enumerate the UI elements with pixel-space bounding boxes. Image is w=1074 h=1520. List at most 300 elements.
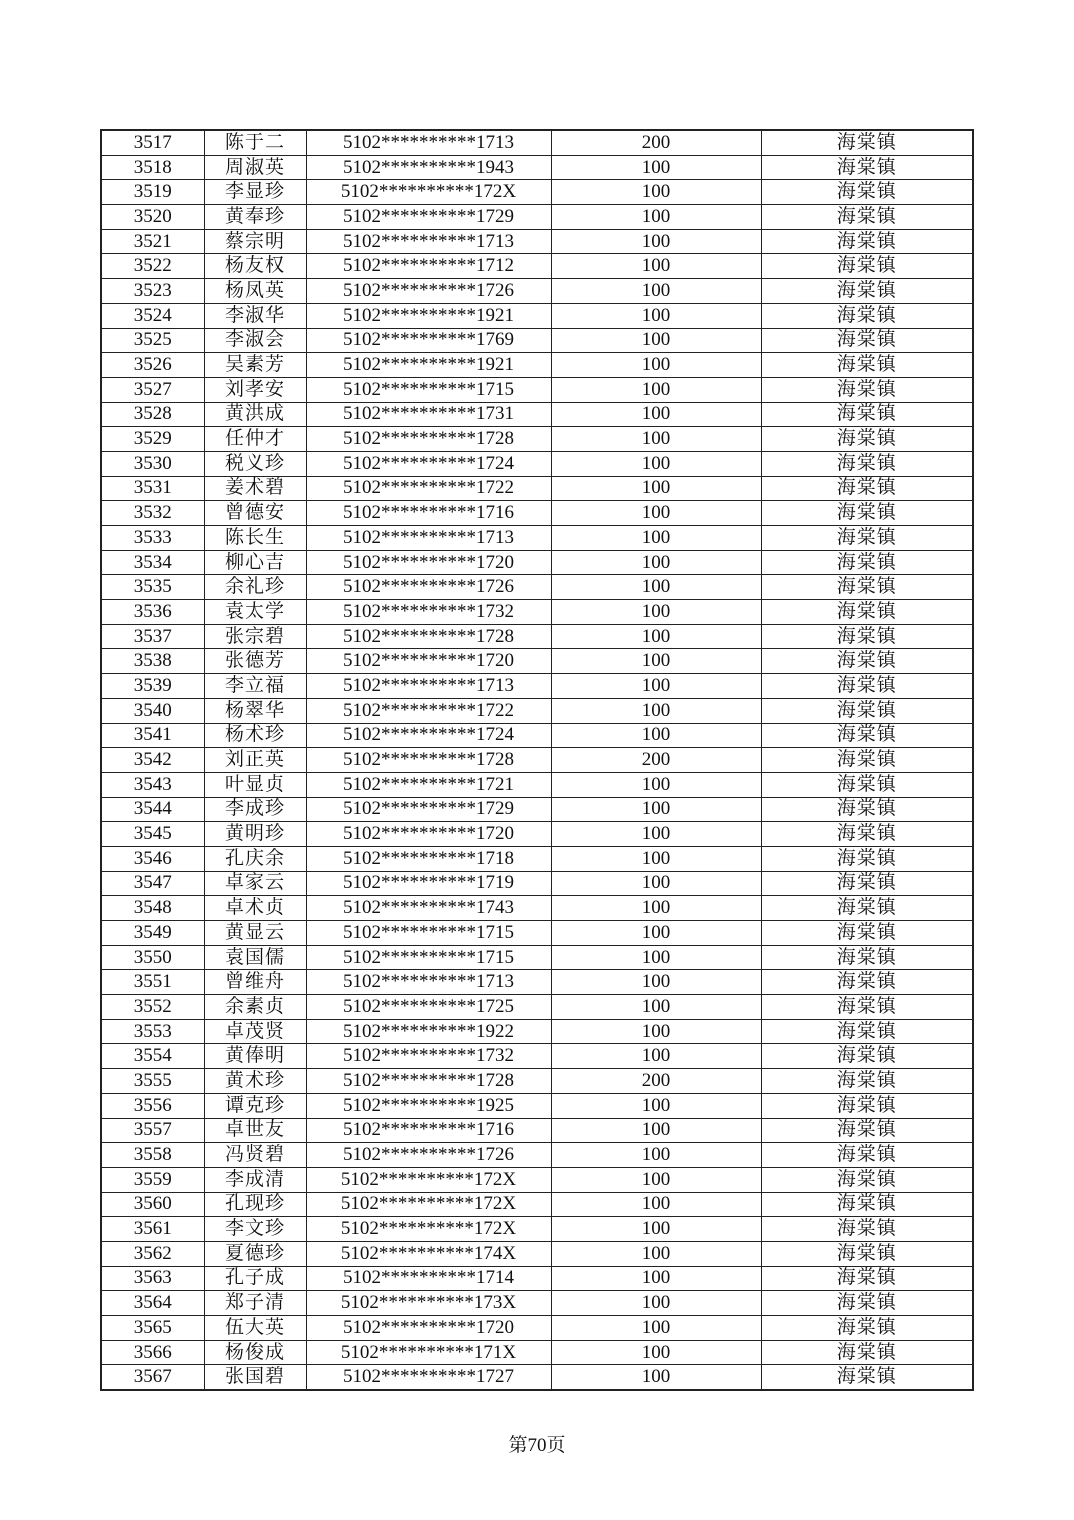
town-cell: 海棠镇 <box>761 1316 973 1341</box>
town-cell: 海棠镇 <box>761 674 973 699</box>
amount-cell: 100 <box>551 970 761 995</box>
id-number-cell: 5102**********1713 <box>306 130 551 155</box>
id-number-cell: 5102**********1713 <box>306 970 551 995</box>
town-cell: 海棠镇 <box>761 451 973 476</box>
row-number-cell: 3542 <box>101 748 204 773</box>
town-cell: 海棠镇 <box>761 1192 973 1217</box>
id-number-cell: 5102**********1731 <box>306 402 551 427</box>
amount-cell: 100 <box>551 674 761 699</box>
row-number-cell: 3546 <box>101 846 204 871</box>
id-number-cell: 5102**********1921 <box>306 353 551 378</box>
amount-cell: 100 <box>551 698 761 723</box>
town-cell: 海棠镇 <box>761 476 973 501</box>
amount-cell: 100 <box>551 451 761 476</box>
id-number-cell: 5102**********1716 <box>306 1118 551 1143</box>
name-cell: 周淑英 <box>204 155 306 180</box>
table-row <box>101 1291 973 1316</box>
name-cell: 任仲才 <box>204 427 306 452</box>
table-row <box>101 575 973 600</box>
name-cell: 冯贤碧 <box>204 1143 306 1168</box>
id-number-cell: 5102**********1729 <box>306 797 551 822</box>
name-cell: 刘孝安 <box>204 377 306 402</box>
town-cell: 海棠镇 <box>761 945 973 970</box>
row-number-cell: 3553 <box>101 1019 204 1044</box>
id-number-cell: 5102**********1732 <box>306 1044 551 1069</box>
row-number-cell: 3557 <box>101 1118 204 1143</box>
table-row <box>101 550 973 575</box>
amount-cell: 100 <box>551 1365 761 1390</box>
row-number-cell: 3554 <box>101 1044 204 1069</box>
town-cell: 海棠镇 <box>761 822 973 847</box>
table-row <box>101 1340 973 1365</box>
name-cell: 陈于二 <box>204 130 306 155</box>
town-cell: 海棠镇 <box>761 846 973 871</box>
table-row <box>101 822 973 847</box>
table-row <box>101 205 973 230</box>
row-number-cell: 3539 <box>101 674 204 699</box>
table-row <box>101 303 973 328</box>
table-row <box>101 921 973 946</box>
table-row <box>101 427 973 452</box>
name-cell: 蔡宗明 <box>204 229 306 254</box>
row-number-cell: 3566 <box>101 1340 204 1365</box>
town-cell: 海棠镇 <box>761 698 973 723</box>
id-number-cell: 5102**********1726 <box>306 1143 551 1168</box>
row-number-cell: 3534 <box>101 550 204 575</box>
table-body <box>101 130 973 1390</box>
row-number-cell: 3562 <box>101 1241 204 1266</box>
amount-cell: 200 <box>551 1069 761 1094</box>
town-cell: 海棠镇 <box>761 896 973 921</box>
table-row <box>101 1167 973 1192</box>
table-row <box>101 896 973 921</box>
name-cell: 杨俊成 <box>204 1340 306 1365</box>
name-cell: 余礼珍 <box>204 575 306 600</box>
amount-cell: 100 <box>551 723 761 748</box>
table-row <box>101 254 973 279</box>
id-number-cell: 5102**********1724 <box>306 723 551 748</box>
name-cell: 李淑华 <box>204 303 306 328</box>
id-number-cell: 5102**********1720 <box>306 1316 551 1341</box>
table-row <box>101 970 973 995</box>
table-row <box>101 995 973 1020</box>
amount-cell: 100 <box>551 205 761 230</box>
row-number-cell: 3537 <box>101 624 204 649</box>
id-number-cell: 5102**********172X <box>306 1192 551 1217</box>
row-number-cell: 3529 <box>101 427 204 452</box>
town-cell: 海棠镇 <box>761 600 973 625</box>
id-number-cell: 5102**********1715 <box>306 945 551 970</box>
name-cell: 黄俸明 <box>204 1044 306 1069</box>
name-cell: 黄洪成 <box>204 402 306 427</box>
amount-cell: 100 <box>551 1019 761 1044</box>
amount-cell: 100 <box>551 229 761 254</box>
row-number-cell: 3521 <box>101 229 204 254</box>
name-cell: 张国碧 <box>204 1365 306 1390</box>
town-cell: 海棠镇 <box>761 254 973 279</box>
id-number-cell: 5102**********1719 <box>306 871 551 896</box>
town-cell: 海棠镇 <box>761 328 973 353</box>
town-cell: 海棠镇 <box>761 550 973 575</box>
town-cell: 海棠镇 <box>761 649 973 674</box>
name-cell: 李成珍 <box>204 797 306 822</box>
row-number-cell: 3520 <box>101 205 204 230</box>
row-number-cell: 3551 <box>101 970 204 995</box>
amount-cell: 100 <box>551 353 761 378</box>
table-row <box>101 328 973 353</box>
amount-cell: 100 <box>551 501 761 526</box>
town-cell: 海棠镇 <box>761 970 973 995</box>
name-cell: 叶显贞 <box>204 772 306 797</box>
table-row <box>101 846 973 871</box>
table-row <box>101 501 973 526</box>
amount-cell: 100 <box>551 1217 761 1242</box>
table-row <box>101 1019 973 1044</box>
row-number-cell: 3535 <box>101 575 204 600</box>
town-cell: 海棠镇 <box>761 1143 973 1168</box>
row-number-cell: 3518 <box>101 155 204 180</box>
table-row <box>101 1192 973 1217</box>
table-row <box>101 1143 973 1168</box>
name-cell: 杨术珍 <box>204 723 306 748</box>
amount-cell: 100 <box>551 476 761 501</box>
amount-cell: 100 <box>551 1118 761 1143</box>
name-cell: 杨翠华 <box>204 698 306 723</box>
row-number-cell: 3559 <box>101 1167 204 1192</box>
amount-cell: 100 <box>551 772 761 797</box>
row-number-cell: 3552 <box>101 995 204 1020</box>
table-row <box>101 649 973 674</box>
town-cell: 海棠镇 <box>761 624 973 649</box>
amount-cell: 100 <box>551 1143 761 1168</box>
town-cell: 海棠镇 <box>761 1217 973 1242</box>
table-row <box>101 1316 973 1341</box>
name-cell: 黄显云 <box>204 921 306 946</box>
name-cell: 张德芳 <box>204 649 306 674</box>
name-cell: 伍大英 <box>204 1316 306 1341</box>
id-number-cell: 5102**********174X <box>306 1241 551 1266</box>
town-cell: 海棠镇 <box>761 772 973 797</box>
amount-cell: 100 <box>551 1167 761 1192</box>
row-number-cell: 3556 <box>101 1093 204 1118</box>
amount-cell: 100 <box>551 846 761 871</box>
table-row <box>101 674 973 699</box>
name-cell: 郑子清 <box>204 1291 306 1316</box>
name-cell: 孔现珍 <box>204 1192 306 1217</box>
name-cell: 黄奉珍 <box>204 205 306 230</box>
town-cell: 海棠镇 <box>761 1266 973 1291</box>
town-cell: 海棠镇 <box>761 871 973 896</box>
id-number-cell: 5102**********1720 <box>306 550 551 575</box>
amount-cell: 100 <box>551 526 761 551</box>
table-row <box>101 353 973 378</box>
town-cell: 海棠镇 <box>761 1291 973 1316</box>
name-cell: 吴素芳 <box>204 353 306 378</box>
town-cell: 海棠镇 <box>761 1019 973 1044</box>
id-number-cell: 5102**********1921 <box>306 303 551 328</box>
name-cell: 黄明珍 <box>204 822 306 847</box>
town-cell: 海棠镇 <box>761 205 973 230</box>
row-number-cell: 3550 <box>101 945 204 970</box>
name-cell: 卓世友 <box>204 1118 306 1143</box>
name-cell: 李淑会 <box>204 328 306 353</box>
table-row <box>101 723 973 748</box>
table-row <box>101 698 973 723</box>
name-cell: 谭克珍 <box>204 1093 306 1118</box>
row-number-cell: 3544 <box>101 797 204 822</box>
row-number-cell: 3563 <box>101 1266 204 1291</box>
row-number-cell: 3565 <box>101 1316 204 1341</box>
row-number-cell: 3531 <box>101 476 204 501</box>
row-number-cell: 3567 <box>101 1365 204 1390</box>
town-cell: 海棠镇 <box>761 723 973 748</box>
table-row <box>101 748 973 773</box>
town-cell: 海棠镇 <box>761 995 973 1020</box>
name-cell: 柳心吉 <box>204 550 306 575</box>
id-number-cell: 5102**********1720 <box>306 649 551 674</box>
town-cell: 海棠镇 <box>761 1241 973 1266</box>
id-number-cell: 5102**********1727 <box>306 1365 551 1390</box>
id-number-cell: 5102**********172X <box>306 1167 551 1192</box>
amount-cell: 100 <box>551 303 761 328</box>
amount-cell: 100 <box>551 575 761 600</box>
name-cell: 卓术贞 <box>204 896 306 921</box>
name-cell: 孔庆余 <box>204 846 306 871</box>
table-row <box>101 476 973 501</box>
amount-cell: 100 <box>551 279 761 304</box>
name-cell: 袁国儒 <box>204 945 306 970</box>
row-number-cell: 3533 <box>101 526 204 551</box>
town-cell: 海棠镇 <box>761 353 973 378</box>
table-row <box>101 402 973 427</box>
id-number-cell: 5102**********1713 <box>306 526 551 551</box>
amount-cell: 100 <box>551 1340 761 1365</box>
row-number-cell: 3564 <box>101 1291 204 1316</box>
table-row <box>101 279 973 304</box>
amount-cell: 200 <box>551 748 761 773</box>
row-number-cell: 3561 <box>101 1217 204 1242</box>
amount-cell: 100 <box>551 871 761 896</box>
town-cell: 海棠镇 <box>761 526 973 551</box>
amount-cell: 100 <box>551 180 761 205</box>
name-cell: 曾维舟 <box>204 970 306 995</box>
row-number-cell: 3536 <box>101 600 204 625</box>
id-number-cell: 5102**********1715 <box>306 921 551 946</box>
row-number-cell: 3547 <box>101 871 204 896</box>
amount-cell: 100 <box>551 995 761 1020</box>
row-number-cell: 3519 <box>101 180 204 205</box>
name-cell: 李立福 <box>204 674 306 699</box>
amount-cell: 100 <box>551 550 761 575</box>
table-row <box>101 130 973 155</box>
name-cell: 夏德珍 <box>204 1241 306 1266</box>
row-number-cell: 3560 <box>101 1192 204 1217</box>
id-number-cell: 5102**********1716 <box>306 501 551 526</box>
amount-cell: 100 <box>551 1241 761 1266</box>
amount-cell: 100 <box>551 896 761 921</box>
id-number-cell: 5102**********1714 <box>306 1266 551 1291</box>
town-cell: 海棠镇 <box>761 501 973 526</box>
amount-cell: 100 <box>551 822 761 847</box>
amount-cell: 100 <box>551 427 761 452</box>
table-row <box>101 945 973 970</box>
table-row <box>101 1044 973 1069</box>
row-number-cell: 3555 <box>101 1069 204 1094</box>
row-number-cell: 3524 <box>101 303 204 328</box>
row-number-cell: 3532 <box>101 501 204 526</box>
id-number-cell: 5102**********172X <box>306 180 551 205</box>
amount-cell: 100 <box>551 377 761 402</box>
table-row <box>101 797 973 822</box>
amount-cell: 100 <box>551 1093 761 1118</box>
id-number-cell: 5102**********172X <box>306 1217 551 1242</box>
row-number-cell: 3543 <box>101 772 204 797</box>
name-cell: 杨友权 <box>204 254 306 279</box>
town-cell: 海棠镇 <box>761 1044 973 1069</box>
amount-cell: 100 <box>551 1044 761 1069</box>
name-cell: 卓茂贤 <box>204 1019 306 1044</box>
id-number-cell: 5102**********1726 <box>306 279 551 304</box>
id-number-cell: 5102**********1925 <box>306 1093 551 1118</box>
table-row <box>101 1093 973 1118</box>
table-row <box>101 624 973 649</box>
id-number-cell: 5102**********1724 <box>306 451 551 476</box>
id-number-cell: 5102**********1922 <box>306 1019 551 1044</box>
town-cell: 海棠镇 <box>761 229 973 254</box>
town-cell: 海棠镇 <box>761 427 973 452</box>
amount-cell: 100 <box>551 1192 761 1217</box>
name-cell: 税义珍 <box>204 451 306 476</box>
name-cell: 曾德安 <box>204 501 306 526</box>
id-number-cell: 5102**********171X <box>306 1340 551 1365</box>
table-row <box>101 377 973 402</box>
amount-cell: 100 <box>551 945 761 970</box>
data-table <box>100 129 974 1391</box>
row-number-cell: 3558 <box>101 1143 204 1168</box>
row-number-cell: 3545 <box>101 822 204 847</box>
amount-cell: 100 <box>551 328 761 353</box>
id-number-cell: 5102**********1728 <box>306 748 551 773</box>
id-number-cell: 5102**********1713 <box>306 229 551 254</box>
town-cell: 海棠镇 <box>761 180 973 205</box>
name-cell: 黄术珍 <box>204 1069 306 1094</box>
name-cell: 刘正英 <box>204 748 306 773</box>
town-cell: 海棠镇 <box>761 1167 973 1192</box>
town-cell: 海棠镇 <box>761 1340 973 1365</box>
table-row <box>101 1241 973 1266</box>
name-cell: 李成清 <box>204 1167 306 1192</box>
town-cell: 海棠镇 <box>761 377 973 402</box>
row-number-cell: 3523 <box>101 279 204 304</box>
town-cell: 海棠镇 <box>761 402 973 427</box>
amount-cell: 100 <box>551 797 761 822</box>
town-cell: 海棠镇 <box>761 303 973 328</box>
id-number-cell: 5102**********1728 <box>306 624 551 649</box>
id-number-cell: 5102**********1769 <box>306 328 551 353</box>
table-row <box>101 772 973 797</box>
town-cell: 海棠镇 <box>761 797 973 822</box>
table-row <box>101 1118 973 1143</box>
amount-cell: 100 <box>551 649 761 674</box>
row-number-cell: 3548 <box>101 896 204 921</box>
id-number-cell: 5102**********1722 <box>306 698 551 723</box>
row-number-cell: 3527 <box>101 377 204 402</box>
name-cell: 余素贞 <box>204 995 306 1020</box>
id-number-cell: 5102**********1722 <box>306 476 551 501</box>
row-number-cell: 3525 <box>101 328 204 353</box>
town-cell: 海棠镇 <box>761 130 973 155</box>
row-number-cell: 3528 <box>101 402 204 427</box>
town-cell: 海棠镇 <box>761 921 973 946</box>
table-row <box>101 1365 973 1390</box>
name-cell: 李文珍 <box>204 1217 306 1242</box>
id-number-cell: 5102**********1729 <box>306 205 551 230</box>
name-cell: 李显珍 <box>204 180 306 205</box>
row-number-cell: 3540 <box>101 698 204 723</box>
name-cell: 杨凤英 <box>204 279 306 304</box>
id-number-cell: 5102**********1713 <box>306 674 551 699</box>
id-number-cell: 5102**********173X <box>306 1291 551 1316</box>
row-number-cell: 3522 <box>101 254 204 279</box>
amount-cell: 100 <box>551 1266 761 1291</box>
town-cell: 海棠镇 <box>761 748 973 773</box>
id-number-cell: 5102**********1732 <box>306 600 551 625</box>
id-number-cell: 5102**********1718 <box>306 846 551 871</box>
name-cell: 卓家云 <box>204 871 306 896</box>
amount-cell: 200 <box>551 130 761 155</box>
table-row <box>101 451 973 476</box>
amount-cell: 100 <box>551 1316 761 1341</box>
town-cell: 海棠镇 <box>761 1365 973 1390</box>
row-number-cell: 3530 <box>101 451 204 476</box>
page-number: 第70页 <box>508 1435 566 1456</box>
id-number-cell: 5102**********1743 <box>306 896 551 921</box>
town-cell: 海棠镇 <box>761 1118 973 1143</box>
id-number-cell: 5102**********1728 <box>306 1069 551 1094</box>
id-number-cell: 5102**********1720 <box>306 822 551 847</box>
name-cell: 张宗碧 <box>204 624 306 649</box>
row-number-cell: 3549 <box>101 921 204 946</box>
id-number-cell: 5102**********1715 <box>306 377 551 402</box>
table-row <box>101 1069 973 1094</box>
amount-cell: 100 <box>551 624 761 649</box>
amount-cell: 100 <box>551 402 761 427</box>
name-cell: 孔子成 <box>204 1266 306 1291</box>
id-number-cell: 5102**********1725 <box>306 995 551 1020</box>
id-number-cell: 5102**********1728 <box>306 427 551 452</box>
town-cell: 海棠镇 <box>761 575 973 600</box>
name-cell: 陈长生 <box>204 526 306 551</box>
table-row <box>101 871 973 896</box>
town-cell: 海棠镇 <box>761 155 973 180</box>
id-number-cell: 5102**********1712 <box>306 254 551 279</box>
row-number-cell: 3526 <box>101 353 204 378</box>
amount-cell: 100 <box>551 254 761 279</box>
table-row <box>101 180 973 205</box>
id-number-cell: 5102**********1943 <box>306 155 551 180</box>
town-cell: 海棠镇 <box>761 1093 973 1118</box>
amount-cell: 100 <box>551 155 761 180</box>
table-row <box>101 229 973 254</box>
name-cell: 姜术碧 <box>204 476 306 501</box>
row-number-cell: 3517 <box>101 130 204 155</box>
row-number-cell: 3538 <box>101 649 204 674</box>
table-row <box>101 1217 973 1242</box>
town-cell: 海棠镇 <box>761 1069 973 1094</box>
table-row <box>101 1266 973 1291</box>
table-row <box>101 526 973 551</box>
id-number-cell: 5102**********1721 <box>306 772 551 797</box>
